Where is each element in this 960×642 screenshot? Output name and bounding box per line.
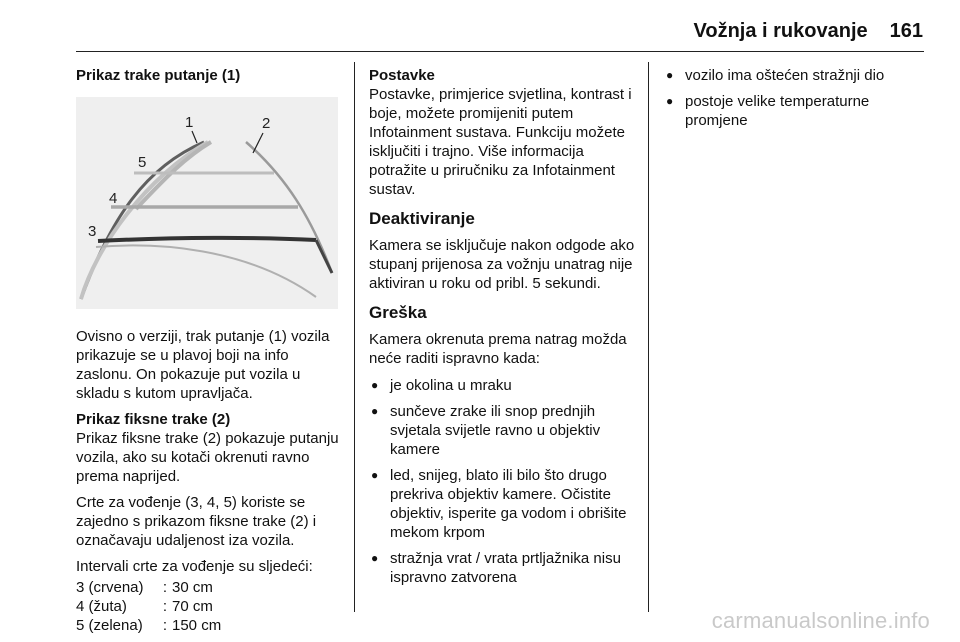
interval-row: [76, 578, 221, 597]
label-5: 5: [138, 154, 147, 171]
column-divider-2: [648, 62, 649, 612]
error-intro: Kamera okrenuta prema natrag možda neće raditi ispravno kada:: [369, 331, 627, 367]
label-3: 3: [88, 223, 97, 240]
list-item: ● led, snijeg, blato ili bilo što drugo prekriva objektiv kamere. Očistite objektiv, isperite ga vodom i obrišite mekom krpom: [369, 466, 637, 542]
heading-error: Greška: [369, 303, 427, 322]
interval-value: 150 cm: [172, 617, 222, 634]
section-title: Vožnja i rukovanje: [693, 20, 868, 42]
label-1: 1: [185, 114, 194, 131]
page-header: [694, 20, 924, 43]
fixed-lane-description: Prikaz fiksne trake (2) pokazuje putanju vozila, ako su kotači okrenuti ravno prema naprijed.: [76, 430, 339, 485]
camera-guide-lines-figure: [76, 97, 338, 309]
interval-separator: :: [162, 617, 168, 634]
column-middle: [369, 66, 637, 594]
trajectory-description: Ovisno o verziji, trak putanje (1) vozila prikazuje se u plavoj boji na info zaslonu. On pokazuje put vozila u skladu s kutom upravljača.: [76, 328, 330, 402]
interval-separator: :: [162, 579, 168, 596]
header-rule: [76, 51, 924, 52]
interval-row: [76, 616, 221, 635]
list-item: ● stražnja vrat / vrata prtljažnika nisu ispravno zatvorena: [369, 549, 637, 587]
label-4: 4: [109, 190, 118, 207]
intervals-table: [76, 578, 221, 635]
heading-settings: Postavke: [369, 67, 435, 84]
guide-lines-illustration: [76, 97, 338, 309]
error-conditions-list: [369, 376, 637, 587]
interval-label: 3 (crvena): [76, 579, 144, 596]
interval-label: 5 (zelena): [76, 617, 143, 634]
deactivation-description: Kamera se isključuje nakon odgode ako stupanj prijenosa za vožnju unatrag nije aktiviran u roku od pribl. 5 sekundi.: [369, 237, 635, 292]
guide-lines-description: Crte za vođenje (3, 4, 5) koriste se zajedno s prikazom fiksne trake (2) i označavaju udaljenost iza vozila.: [76, 494, 317, 549]
interval-value: 30 cm: [172, 579, 213, 596]
column-left: [76, 66, 344, 635]
list-item: ● sunčeve zrake ili snop prednjih svjetala svijetle ravno u objektiv kamere: [369, 402, 637, 459]
list-item: ● vozilo ima oštećen stražnji dio: [664, 66, 929, 85]
label-2: 2: [262, 115, 271, 132]
interval-separator: :: [162, 598, 168, 615]
list-item: ● postoje velike temperaturne promjene: [664, 92, 929, 130]
interval-value: 70 cm: [172, 598, 213, 615]
settings-description: Postavke, primjerice svjetlina, kontrast i boje, možete promijeniti putem Infotainment sustava. Funkciju možete isključiti i trajno. Više informacija potražite u priručniku za Infotainment sustav.: [369, 86, 632, 198]
list-item: ● je okolina u mraku: [369, 376, 637, 395]
column-right: [664, 66, 929, 137]
page-number: 161: [889, 20, 923, 42]
heading-deactivation: Deaktiviranje: [369, 209, 475, 228]
error-conditions-list-continued: [664, 66, 929, 130]
column-divider-1: [354, 62, 355, 612]
interval-row: [76, 597, 221, 616]
intervals-intro: Intervali crte za vođenje su sljedeći:: [76, 558, 313, 575]
heading-trajectory-lane: Prikaz trake putanje (1): [76, 67, 241, 84]
heading-fixed-lane: Prikaz fiksne trake (2): [76, 411, 231, 428]
watermark: carmanualsonline.info: [711, 608, 930, 633]
interval-label: 4 (žuta): [76, 598, 127, 615]
